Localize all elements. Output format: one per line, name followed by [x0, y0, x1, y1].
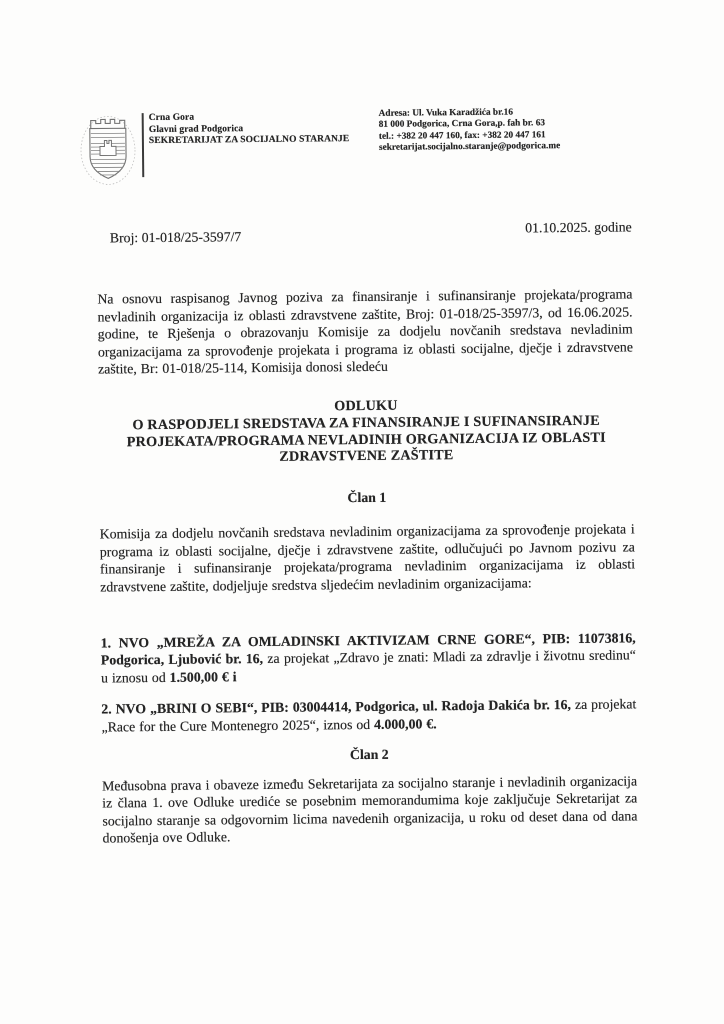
intro-paragraph: Na osnovu raspisanog Javnog poziva za finansiranje i sufinansiranje projekata/programa nevladinih organizacija iz oblasti zdravstvene zaštite, Broj: 01-018/25-3597/3, od 16.06.2025. godine, te Rješenja o obrazovanju Komisije za dodjelu novčanih sredstava nevladinim organizacijama za sprovođenje projekata i programa iz oblasti socijalne, dječje i zdravstvene zaštite, Br: 01-018/25-114, Komisija donosi sledeću — [97, 286, 633, 377]
address-phone-line: tel.: +382 20 447 160, fax: +382 20 447 161 — [378, 129, 546, 142]
org-city-line: Glavni grad Podgorica — [148, 123, 244, 135]
address-city-line: 81 000 Podgorica, Crna Gora,p. fah br. 63 — [378, 118, 546, 131]
grant-item-1 — [101, 629, 636, 687]
grant-item-1-amount: 1.500,00 € i — [169, 668, 237, 685]
grant-item-2-project: za projekat „Race for the Cure Montenegro 2025“, iznos od — [101, 696, 637, 735]
address-email-line: sekretarijat.socijalno.staranje@podgorica.me — [378, 140, 561, 153]
grant-item-1-organization: 1. NVO „MREŽA ZA OMLADINSKI AKTIVIZAM CRNE GORE“, PIB: 11073816, Podgorica, Ljubović br. 16, — [100, 629, 636, 668]
title-line-2: O RASPODJELI SREDSTAVA ZA FINANSIRANJE I SUFINANSIRANJE — [132, 412, 600, 433]
letterhead-address-block — [379, 105, 631, 154]
address-street-line: Adresa: Ul. Vuka Karadžića br.16 — [378, 107, 514, 119]
document-date: 01.10.2025. godine — [525, 219, 632, 236]
grant-item-2-amount: 4.000,00 €. — [374, 716, 437, 732]
title-line-4: ZDRAVSTVENE ZAŠTITE — [279, 447, 454, 466]
article-1-text: Komisija za dodjelu novčanih sredstava nevladinim organizacijama za sprovođenje projekata i programa iz oblasti socijalne, dječje i zdravstvene zaštite, odlučujući po Javnom pozivu za finansiranje i sufinansiranje projekata/programa nevladinim organizacijama iz oblasti zdravstvene zaštite, dodjeljuje sredstva sljedećim nevladinim organizacijama: — [99, 521, 636, 595]
letterhead — [79, 105, 632, 190]
article-1-heading: Član 1 — [347, 489, 387, 506]
podgorica-coat-of-arms-icon — [79, 110, 138, 187]
article-2-text: Međusobna prava i obaveze između Sekretarijata za socijalno staranje i nevladinih organizacija iz člana 1. ove Odluke urediće se posebnim memorandumima koje zaključuje Sekretarijat za socijalno staranje sa odgovornim licima navedenih organizacija, u roku od deset dana od dana donošenja ove Odluke. — [102, 772, 638, 846]
org-country-line: Crna Gora — [148, 112, 195, 124]
letterhead-divider — [142, 113, 145, 177]
letterhead-org-block — [149, 108, 350, 147]
title-line-3: PROJEKATA/PROGRAMA NEVLADINIH ORGANIZACIJA IZ OBLASTI — [126, 429, 606, 450]
article-2-heading: Član 2 — [349, 746, 389, 762]
grant-item-2-organization: 2. NVO „BRINI O SEBI“, PIB: 03004414, Podgorica, ul. Radoja Dakića br. 16, — [101, 697, 572, 717]
decision-title — [98, 395, 634, 467]
org-secretariat-line: SEKRETARIJAT ZA SOCIJALNO STARANJE — [148, 134, 350, 147]
reference-number: Broj: 01-018/25-3597/7 — [109, 229, 242, 246]
title-line-1: ODLUKU — [334, 397, 398, 415]
grant-item-2 — [101, 696, 636, 736]
grant-item-1-project: za projekat „Zdravo je znati: Mladi za zdravlje i životnu sredinu“ u iznosu od — [100, 647, 636, 686]
reference-row — [97, 219, 632, 246]
